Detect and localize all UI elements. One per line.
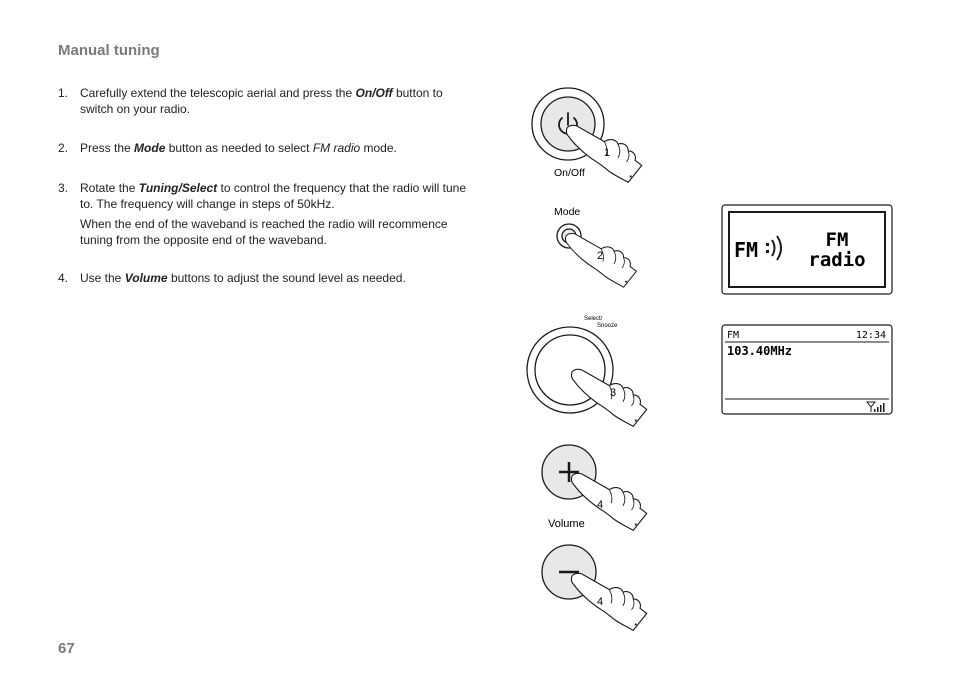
display-band-label: FM: [727, 330, 740, 341]
button-name: Tuning/Select: [138, 181, 218, 195]
step-marker: 4: [596, 596, 604, 608]
step-number: 1.: [58, 86, 69, 100]
button-name: On/Off: [355, 86, 393, 100]
onoff-button-illustration: [532, 88, 642, 182]
step-marker: 3: [609, 387, 617, 399]
step-text: button to switch on your radio.: [80, 86, 443, 116]
display-mode-screen: [722, 205, 892, 294]
step-marker: 4: [596, 499, 604, 511]
display-band-text: FM: [734, 238, 759, 262]
step-marker: 1: [603, 147, 611, 159]
step-number: 3.: [58, 181, 69, 195]
step-note: When the end of the waveband is reached the radio will recommence tuning from the opposite end of the waveband.: [80, 217, 448, 247]
volume-label: Volume: [548, 518, 585, 530]
display-tuning-screen: [722, 325, 892, 414]
step-text: Use the: [80, 271, 125, 285]
step-marker: 2: [596, 250, 604, 262]
step-text: mode.: [360, 141, 397, 155]
volume-up-illustration: [542, 445, 647, 530]
button-name: Mode: [134, 141, 166, 155]
step-text: Press the: [80, 141, 135, 155]
display-mode-line1: FM: [825, 229, 849, 251]
button-name: Volume: [124, 271, 168, 285]
mode-label: Mode: [554, 206, 581, 218]
display-clock: 12:34: [855, 330, 886, 341]
select-label: Select/: [584, 316, 603, 322]
step-text: buttons to adjust the sound level as needed.: [167, 271, 406, 285]
display-frequency: 103.40MHz: [727, 344, 793, 358]
step-number: 2.: [58, 141, 69, 155]
display-mode-line2: radio: [808, 249, 866, 271]
step-text: to control the frequency that the radio will tune to. The frequency will change in steps of 50kHz.: [80, 181, 466, 211]
step-text: Rotate the: [80, 181, 139, 195]
mode-name: FM radio: [312, 141, 361, 155]
pointing-hand-icon: [571, 573, 646, 630]
step-number: 4.: [58, 271, 69, 285]
step-text: button as needed to select: [165, 141, 313, 155]
snooze-label: Snooze: [597, 323, 618, 329]
mode-button-illustration: [554, 206, 636, 287]
onoff-label: On/Off: [554, 167, 585, 179]
step-text: Carefully extend the telescopic aerial and press the: [80, 86, 356, 100]
select-dial-illustration: [527, 316, 647, 426]
section-heading: Manual tuning: [58, 42, 160, 59]
volume-down-illustration: [542, 545, 647, 630]
page-number: 67: [58, 640, 75, 657]
